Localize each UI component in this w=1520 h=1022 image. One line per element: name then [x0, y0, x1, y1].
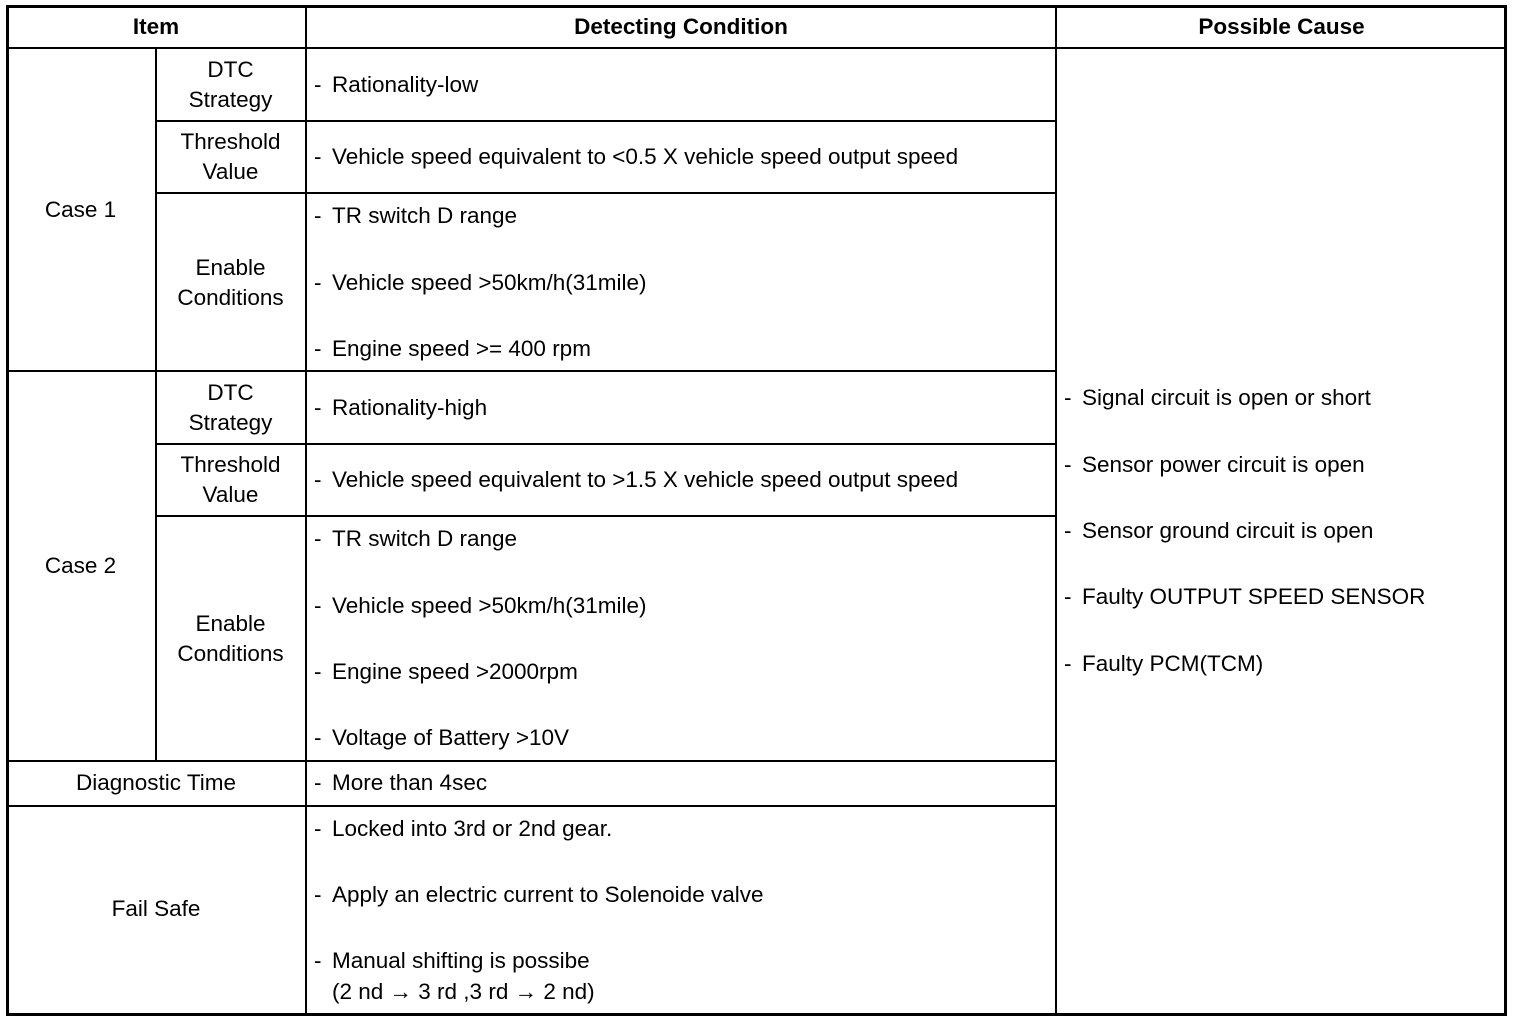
- diagnostic-time-value: - More than 4sec: [314, 770, 488, 795]
- case2-enable-label: Enable Conditions: [177, 611, 284, 666]
- fail-safe-item: - Manual shifting is possibe: [314, 948, 590, 973]
- case1-dtc-value: - Rationality-low: [314, 72, 479, 97]
- fail-safe-shift-note: (2 nd → 3 rd ,3 rd → 2 nd): [332, 979, 595, 1004]
- fail-safe-item: - Locked into 3rd or 2nd gear.: [314, 816, 613, 841]
- header-detecting-condition: Detecting Condition: [574, 14, 788, 39]
- case2-dtc-label: DTC Strategy: [188, 380, 273, 435]
- case2-enable-item: - Voltage of Battery >10V: [314, 725, 570, 750]
- fail-safe-item: - Apply an electric current to Solenoide valve: [314, 882, 764, 907]
- possible-cause-item: - Faulty OUTPUT SPEED SENSOR: [1064, 584, 1426, 609]
- row-divider: [155, 192, 1056, 194]
- possible-cause-item: - Signal circuit is open or short: [1064, 385, 1371, 410]
- possible-cause-item: - Sensor power circuit is open: [1064, 452, 1365, 477]
- case2-label: Case 2: [44, 553, 117, 578]
- row-divider: [155, 443, 1056, 445]
- col-divider-cause: [1055, 5, 1057, 1016]
- case1-enable-item: - Engine speed >= 400 rpm: [314, 336, 591, 361]
- row-divider: [6, 760, 1056, 762]
- case1-threshold-value: - Vehicle speed equivalent to <0.5 X vehicle speed output speed: [314, 144, 959, 169]
- diagnostic-time-label: Diagnostic Time: [75, 770, 237, 795]
- possible-cause-item: - Sensor ground circuit is open: [1064, 518, 1374, 543]
- fail-safe-label: Fail Safe: [111, 896, 201, 921]
- case2-dtc-value: - Rationality-high: [314, 395, 488, 420]
- row-divider: [6, 370, 1056, 372]
- case2-threshold-value: - Vehicle speed equivalent to >1.5 X vehicle speed output speed: [314, 467, 959, 492]
- case1-dtc-label: DTC Strategy: [188, 57, 273, 112]
- header-divider: [6, 47, 1507, 49]
- header-possible-cause: Possible Cause: [1198, 14, 1365, 39]
- case1-enable-label: Enable Conditions: [177, 255, 284, 310]
- case2-enable-item: - Vehicle speed >50km/h(31mile): [314, 593, 647, 618]
- row-divider: [6, 805, 1056, 807]
- case1-label: Case 1: [44, 197, 117, 222]
- row-divider: [155, 515, 1056, 517]
- case2-threshold-label: Threshold Value: [180, 452, 281, 507]
- case2-enable-item: - TR switch D range: [314, 526, 518, 551]
- row-divider: [155, 120, 1056, 122]
- header-item: Item: [132, 14, 180, 39]
- possible-cause-item: - Faulty PCM(TCM): [1064, 651, 1264, 676]
- case2-enable-item: - Engine speed >2000rpm: [314, 659, 578, 684]
- case1-enable-item: - Vehicle speed >50km/h(31mile): [314, 270, 647, 295]
- case1-threshold-label: Threshold Value: [180, 129, 281, 184]
- case1-enable-item: - TR switch D range: [314, 203, 518, 228]
- col-divider-item: [305, 5, 307, 1016]
